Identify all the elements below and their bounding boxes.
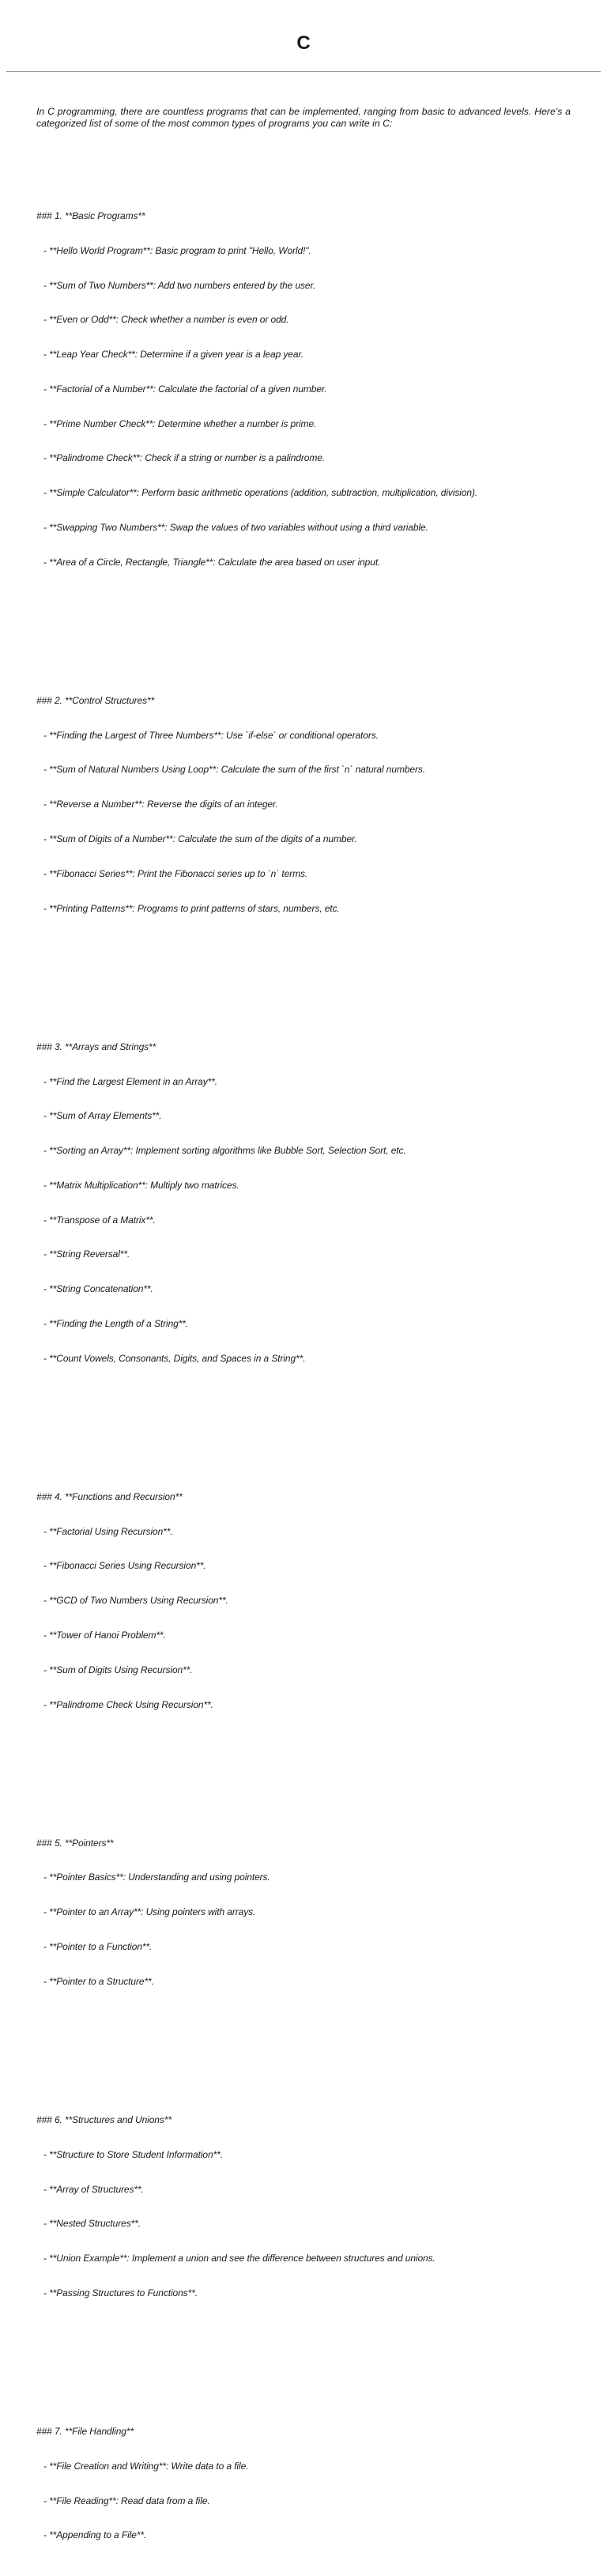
list-item: - **Matrix Multiplication**: Multiply two matrices.: [43, 1179, 239, 1191]
section-heading: ### 7. **File Handling**: [36, 2425, 134, 2437]
list-item: - **Tower of Hanoi Problem**.: [43, 1630, 166, 1641]
list-item: - **Factorial of a Number**: Calculate the factorial of a given number.: [43, 383, 327, 395]
section-spacer: [36, 1757, 582, 1769]
section-file-handling: [36, 2403, 582, 2564]
list-item: - **Structure to Store Student Information**.: [43, 2148, 223, 2160]
list-item: - **Palindrome Check Using Recursion**.: [43, 1698, 213, 1710]
list-item: - **Finding the Largest of Three Numbers**: Use `if-else` or conditional operators.: [43, 729, 379, 741]
list-item: - **Appending to a File**.: [43, 2529, 147, 2541]
section-heading: ### 1. **Basic Programs**: [36, 210, 145, 221]
list-item: - **Nested Structures**.: [43, 2218, 141, 2230]
section-structures-and-unions: [36, 2091, 582, 2322]
list-item: - **Prime Number Check**: Determine whether a number is prime.: [43, 417, 317, 429]
section-spacer: [36, 2345, 582, 2357]
section-heading: ### 4. **Functions and Recursion**: [36, 1490, 183, 1502]
list-item: - **Leap Year Check**: Determine if a given year is a leap year.: [43, 349, 304, 361]
title-divider: [6, 71, 601, 72]
section-arrays-and-strings: [36, 1018, 582, 1388]
list-item: - **Union Example**: Implement a union and see the difference between structures and unions.: [43, 2253, 435, 2264]
section-functions-and-recursion: [36, 1468, 582, 1734]
list-item: - **Sum of Digits Using Recursion**.: [43, 1664, 193, 1675]
list-item: - **Transpose of a Matrix**.: [43, 1214, 156, 1226]
section-control-structures: [36, 672, 582, 938]
section-spacer: [36, 961, 582, 973]
list-item: - **Pointer to an Array**: Using pointers with arrays.: [43, 1906, 256, 1918]
list-item: - **File Reading**: Read data from a file.: [43, 2495, 210, 2506]
section-spacer: [36, 614, 582, 626]
list-item: - **Reverse a Number**: Reverse the digits of an integer.: [43, 799, 278, 810]
list-item: - **Count Vowels, Consonants, Digits, and Spaces in a String**.: [43, 1352, 306, 1364]
list-item: - **GCD of Two Numbers Using Recursion**.: [43, 1595, 228, 1607]
list-item: - **Sum of Two Numbers**: Add two numbers entered by the user.: [43, 279, 316, 291]
list-item: - **String Reversal**.: [43, 1248, 130, 1260]
list-item: - **Passing Structures to Functions**.: [43, 2287, 198, 2298]
section-heading: ### 5. **Pointers**: [36, 1837, 114, 1849]
list-item: - **Hello World Program**: Basic program to print "Hello, World!".: [43, 244, 311, 256]
list-item: - **Fibonacci Series**: Print the Fibonacci series up to `n` terms.: [43, 867, 308, 879]
list-item: - **Area of a Circle, Rectangle, Triangle**: Calculate the area based on user input.: [43, 556, 381, 568]
section-heading: ### 6. **Structures and Unions**: [36, 2113, 172, 2125]
list-item: - **Array of Structures**.: [43, 2183, 144, 2195]
section-spacer: [36, 1411, 582, 1422]
list-item: - **Fibonacci Series Using Recursion**.: [43, 1560, 206, 1572]
section-heading: ### 3. **Arrays and Strings**: [36, 1041, 156, 1052]
list-item: - **Sum of Digits of a Number**: Calculate the sum of the digits of a number.: [43, 833, 357, 845]
list-item: - **Pointer to a Structure**.: [43, 1975, 154, 1987]
section-basic-programs: [36, 187, 582, 591]
list-item: - **Even or Odd**: Check whether a number is even or odd.: [43, 314, 289, 326]
list-item: - **Swapping Two Numbers**: Swap the values of two variables without using a third variable.: [43, 522, 428, 533]
program-list: [36, 153, 582, 2576]
section-heading: ### 2. **Control Structures**: [36, 694, 155, 706]
intro-paragraph: In C programming, there are countless programs that can be implemented, ranging from basic to advanced levels. Here's a categorized list of some of the most common types of programs you can write in C:: [36, 106, 571, 129]
list-item: - **String Concatenation**.: [43, 1283, 153, 1295]
section-spacer: [36, 2034, 582, 2045]
list-item: - **Sorting an Array**: Implement sorting algorithms like Bubble Sort, Selection Sort, etc.: [43, 1145, 406, 1157]
list-item: - **Printing Patterns**: Programs to print patterns of stars, numbers, etc.: [43, 902, 340, 914]
list-item: - **Palindrome Check**: Check if a string or number is a palindrome.: [43, 452, 326, 464]
list-item: - **Simple Calculator**: Perform basic arithmetic operations (addition, subtraction, multiplication, division).: [43, 487, 478, 499]
list-item: - **Sum of Array Elements**.: [43, 1110, 162, 1122]
list-item: - **File Creation and Writing**: Write data to a file.: [43, 2460, 249, 2472]
list-item: - **Find the Largest Element in an Array**.: [43, 1075, 218, 1087]
list-item: - **Finding the Length of a String**.: [43, 1317, 189, 1329]
section-pointers: [36, 1815, 582, 2011]
list-item: - **Factorial Using Recursion**.: [43, 1525, 173, 1537]
page-title: C: [296, 32, 311, 54]
list-item: - **Pointer Basics**: Understanding and using pointers.: [43, 1872, 270, 1883]
list-item: - **Sum of Natural Numbers Using Loop**: Calculate the sum of the first `n` natural numbers.: [43, 764, 426, 776]
list-item: - **Pointer to a Function**.: [43, 1941, 153, 1953]
